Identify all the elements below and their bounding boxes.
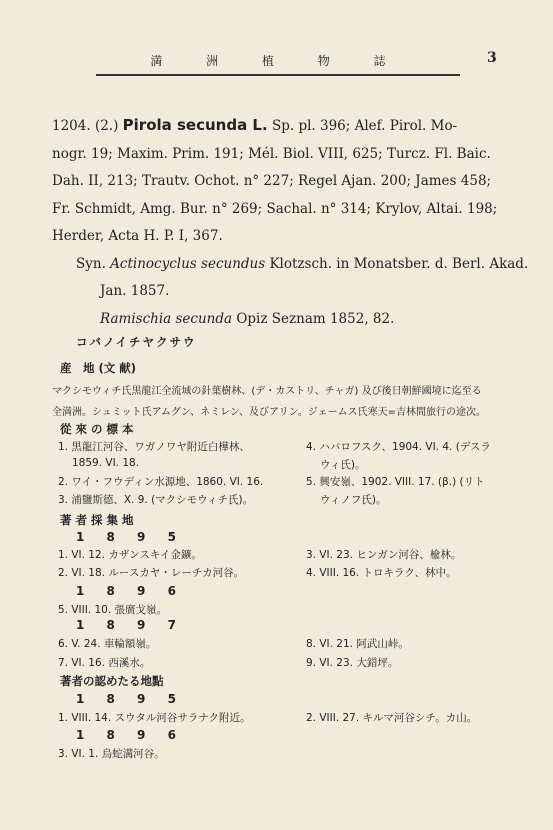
synonym-1-name: Actinocyclus secundus bbox=[110, 255, 266, 272]
entry-number: 1204. (2.) bbox=[52, 118, 119, 134]
entry-line-5: Herder, Acta H. P. I, 367. bbox=[52, 228, 223, 244]
header-rule bbox=[96, 74, 460, 76]
collection-7: 7. VI. 16. 西溪水。 bbox=[58, 657, 151, 669]
collection-4: 4. VIII. 16. トロキラク、林中。 bbox=[306, 567, 457, 579]
collections-heading: 著 者 採 集 地 bbox=[60, 513, 134, 527]
synonym-1-rest: Klotzsch. in Monatsber. d. Berl. Akad. bbox=[269, 255, 529, 272]
collections-year-1896: 1 8 9 6 bbox=[76, 584, 185, 598]
entry-line-3: Dah. II, 213; Trautv. Ochot. n° 227; Regel Ajan. 200; James 458; bbox=[52, 173, 492, 189]
collection-5: 5. VIII. 10. 張廣戈嶺。 bbox=[58, 604, 168, 616]
entry-line-1 bbox=[52, 112, 512, 141]
page-number: 3 bbox=[487, 50, 497, 66]
entry-refs-1: Sp. pl. 396; Alef. Pirol. Mo- bbox=[271, 118, 458, 134]
synonym-line-2 bbox=[52, 306, 512, 334]
collection-6: 6. V. 24. 車輪額嶺。 bbox=[58, 638, 157, 650]
observed-3: 3. VI. 1. 烏蛇溝河谷。 bbox=[58, 748, 165, 760]
distribution-line-2: 全満洲。シュミット氏アムグン、ネミレン、及びアリン。ジェームス氏寒天=吉林間旅行の途次。 bbox=[52, 407, 487, 418]
synonym-1-year: Jan. 1857. bbox=[100, 283, 170, 299]
specimen-1-line-2: 1859. VI. 18. bbox=[72, 457, 140, 469]
synonym-2-rest: Opiz Seznam 1852, 82. bbox=[236, 310, 395, 327]
distribution-line-1: マクシモウィチ氏黒龍江全流域の針葉樹林、(デ・カストリ、チャガ) 及び後日朝鮮國境に迄至る bbox=[52, 386, 482, 397]
distribution-heading: 産 地 (文 献) bbox=[60, 361, 137, 375]
observed-2: 2. VIII. 27. キルマ河谷シチ。カ山。 bbox=[306, 712, 478, 724]
specimen-1-line-1: 1. 黒龍江河谷、ワガノワヤ附近白樺林、 bbox=[58, 441, 250, 453]
syn-prefix: Syn. bbox=[76, 255, 106, 272]
specimen-4-line-2: ウィ氏)。 bbox=[320, 459, 366, 471]
specimen-3: 3. 浦鹽斯德、X. 9. (マクシモウィチ氏)。 bbox=[58, 494, 254, 506]
collections-year-1897: 1 8 9 7 bbox=[76, 618, 185, 632]
specimen-2: 2. ワイ・フウディン水源地、1860. VI. 16. bbox=[58, 476, 264, 488]
entry-line-4: Fr. Schmidt, Amg. Bur. n° 269; Sachal. n° 314; Krylov, Altai. 198; bbox=[52, 200, 498, 217]
collection-3: 3. VI. 23. ヒンガン河谷、楡林。 bbox=[306, 549, 462, 561]
synonym-2-name: Ramischia secunda bbox=[100, 310, 233, 327]
observed-year-1896: 1 8 9 6 bbox=[76, 728, 185, 742]
collection-2: 2. VI. 18. ルースカヤ・レーチカ河谷。 bbox=[58, 567, 245, 579]
entry-line-2: nogr. 19; Maxim. Prim. 191; Mél. Biol. VIII, 625; Turcz. Fl. Baic. bbox=[52, 145, 491, 162]
collection-9: 9. VI. 23. 大錯坪。 bbox=[306, 657, 399, 669]
collection-1: 1. VI. 12. カザンスキイ金鑛。 bbox=[58, 549, 202, 561]
specimen-5-line-2: ウィノフ氏)。 bbox=[320, 494, 387, 506]
species-entry bbox=[52, 112, 529, 333]
specimen-4-line-1: 4. ハバロフスク、1904. VI. 4. (デスラ bbox=[306, 441, 491, 453]
synonym-line-1 bbox=[52, 251, 529, 279]
specimen-5-line-1: 5. 興安嶺、1902. VIII. 17. (β.) (リト bbox=[306, 476, 485, 488]
observed-1: 1. VIII. 14. スウタル河谷サラナク附近。 bbox=[58, 712, 251, 724]
running-header: 満 洲 植 物 誌 bbox=[150, 54, 406, 68]
collection-8: 8. VI. 21. 阿武山峠。 bbox=[306, 638, 409, 650]
specimens-heading: 從 來 の 標 本 bbox=[60, 422, 134, 436]
observed-heading: 著者の認めたる地點 bbox=[60, 674, 164, 688]
species-name: Pirola secunda L. bbox=[122, 116, 268, 134]
observed-year-1895: 1 8 9 5 bbox=[76, 692, 185, 706]
collections-year-1895: 1 8 9 5 bbox=[76, 530, 185, 544]
japanese-name: コバノイチヤクサウ bbox=[76, 335, 197, 349]
